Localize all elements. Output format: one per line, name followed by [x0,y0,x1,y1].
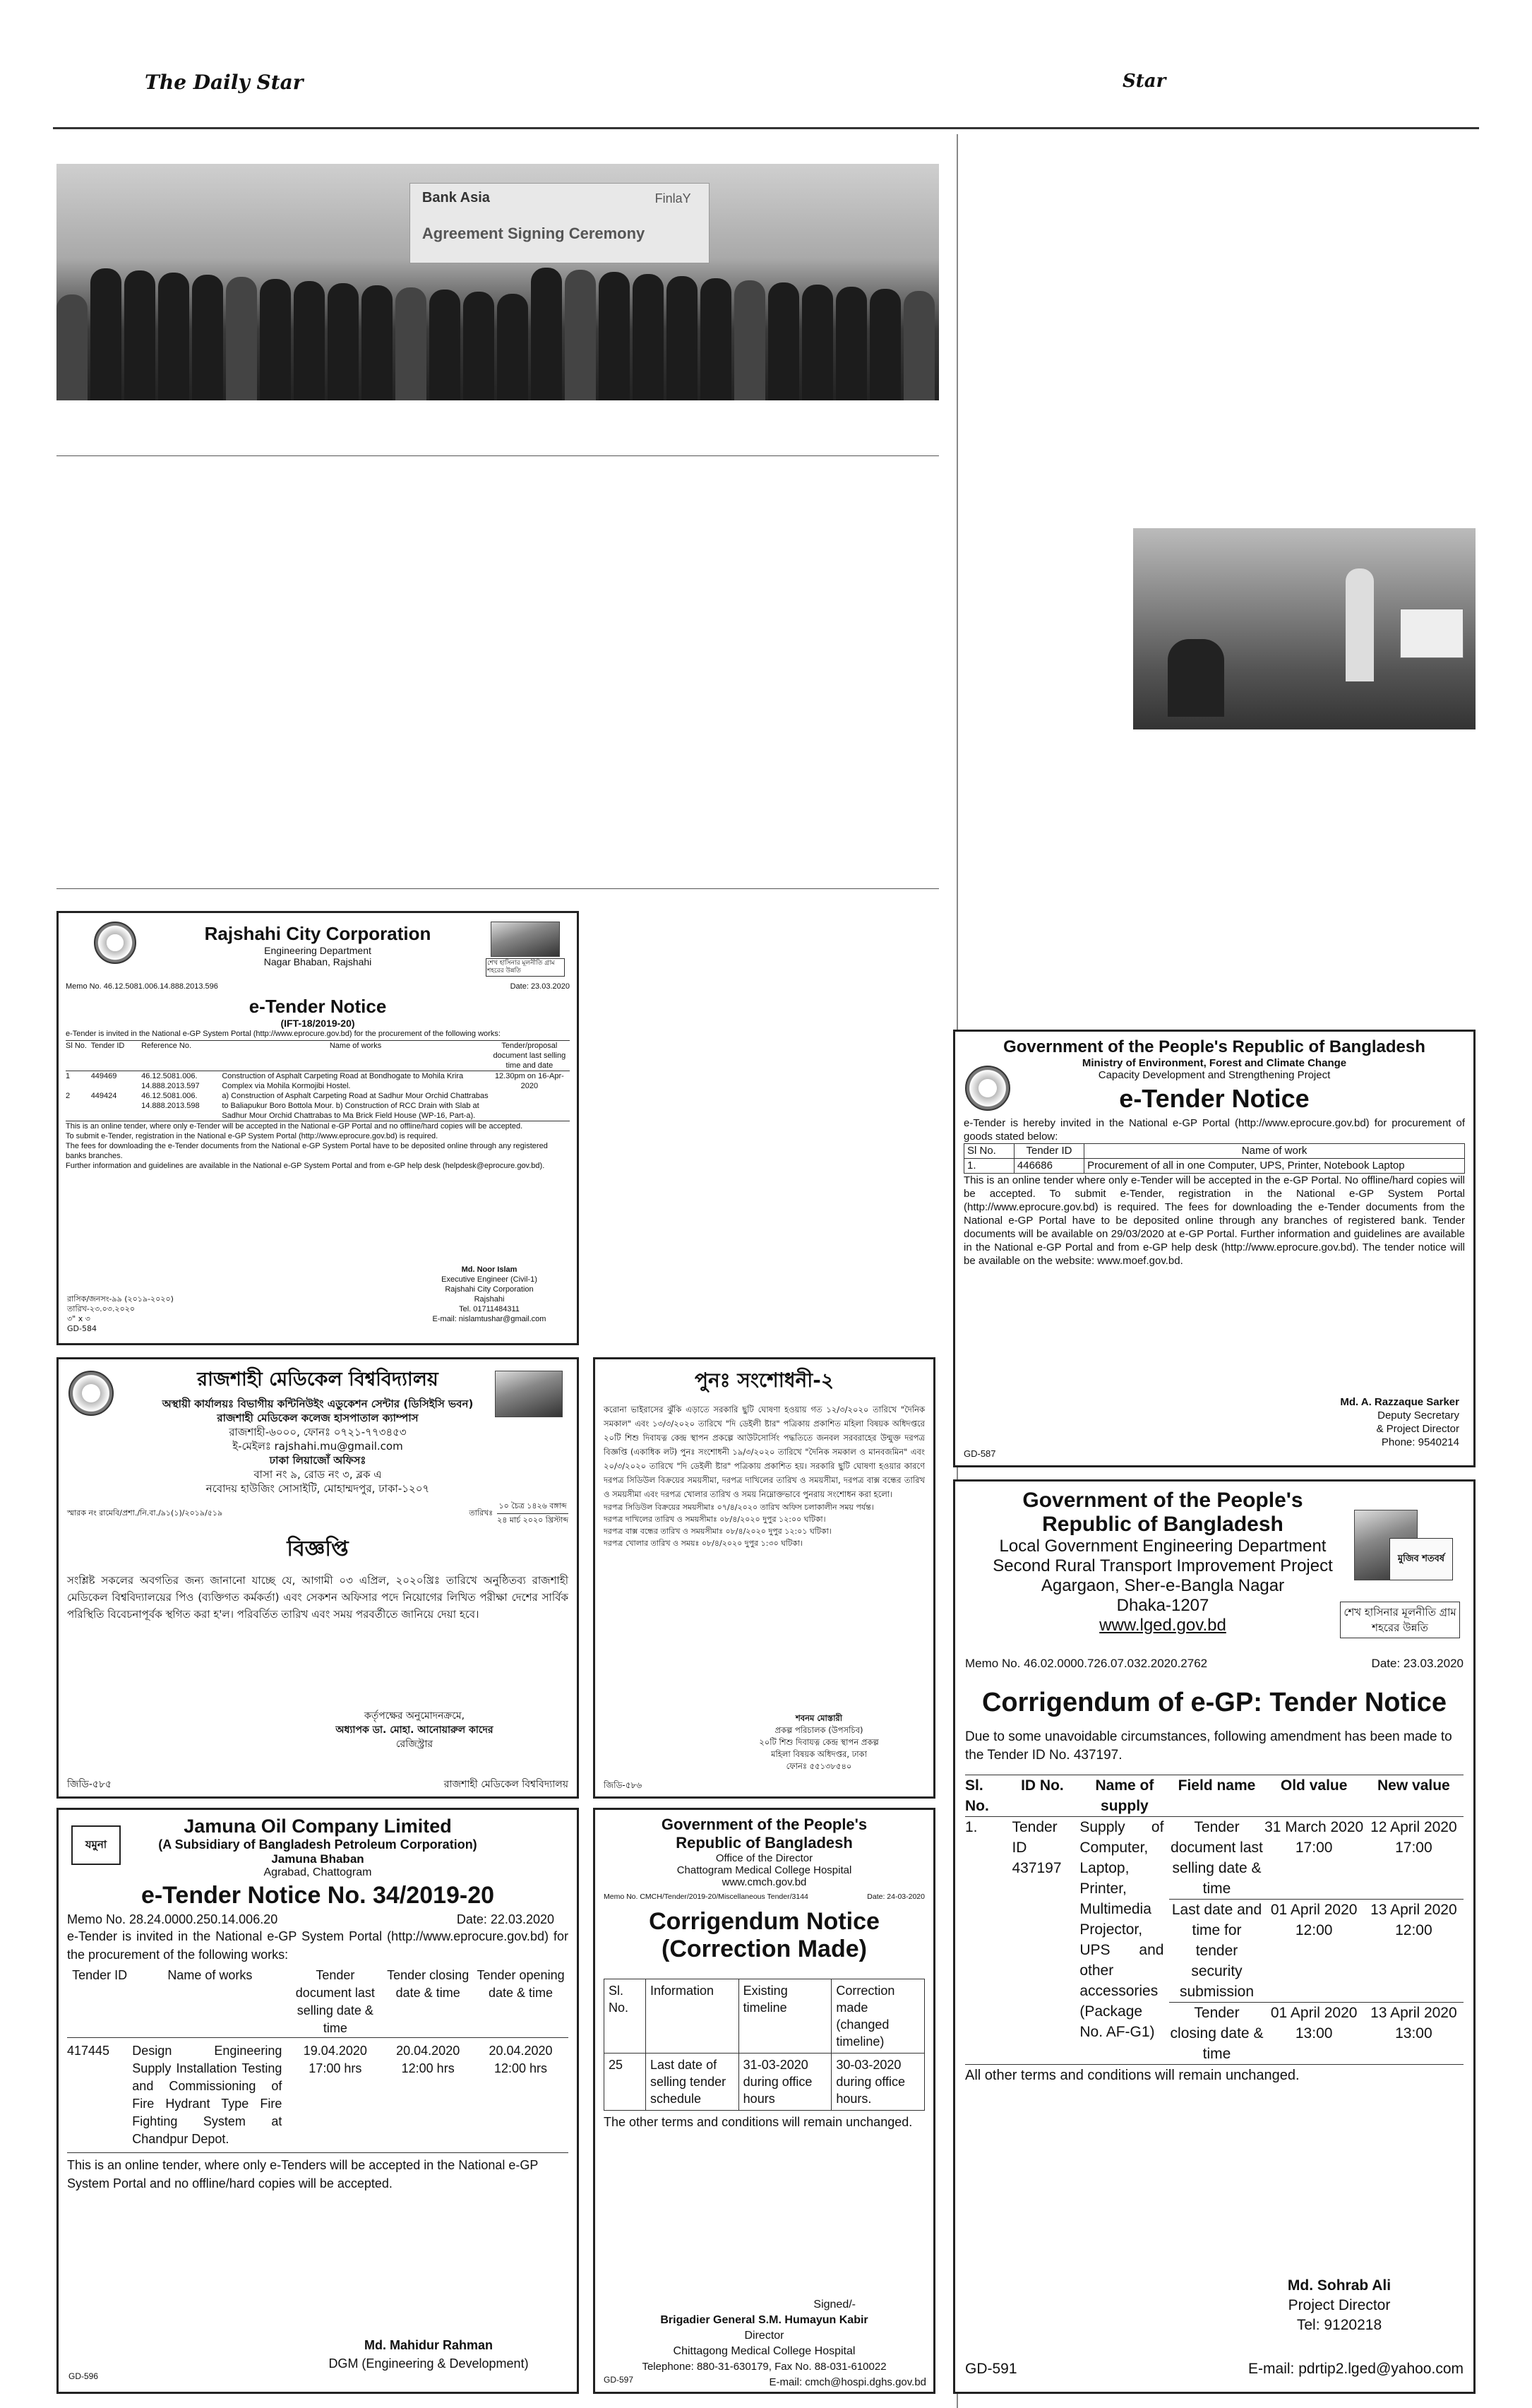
rmu-sign-4: রাজশাহী মেডিকেল বিশ্ববিদ্যালয় [443,1779,568,1790]
punah-sign-5: ফোনঃ ৫৫১৩৮৫৪০ [786,1761,852,1771]
rmu-sub-3: রাজশাহী-৬০০০, ফোনঃ ০৭২১-৭৭৩৪৫৩ [229,1426,407,1438]
jamuna-note: This is an online tender, where only e-Tenders will be accepted in the National e-GP System Portal and no offline/hard copies will be accepted. [67,2152,568,2193]
cmch-title-1: Government of the People's [661,1816,868,1833]
moef-signer: Md. A. Razzaque Sarker [1340,1396,1459,1408]
person-silhouette [565,270,596,400]
jamuna-gd: GD-596 [68,2371,99,2381]
rmu-sub-4: ই-মেইলঃ rajshahi.mu@gmail.com [232,1440,403,1453]
rcc-r2-date [489,1091,570,1121]
moef-r1-name: Procurement of all in one Computer, UPS, Printer, Notebook Laptop [1084,1159,1465,1174]
rmu-sub-6: বাসা নং ৯, রোড নং ৩, ব্লক এ [253,1468,382,1481]
rmu-sign-2: অধ্যাপক ডা. মোহা. আনোয়ারুল কাদের [335,1724,493,1736]
rcc-table [66,1040,570,1121]
rmu-sub-1: অস্থায়ী কার্যালয়ঃ বিভাগীয় কন্টিনিউইং এডুকেশন সেন্টার (ডিসিইসি ভবন) [162,1397,474,1410]
person-silhouette [226,277,257,400]
rmu-sub-7: নবোদয় হাউজিং সোসাইটি, মোহাম্মদপুর, ঢাকা-১২০৭ [205,1482,430,1495]
banner-title: Agreement Signing Ceremony [421,224,645,242]
rmu-date-2: ২৪ মার্চ ২০২০ খ্রিস্টাব্দ [497,1515,568,1525]
lged-col-id: ID No. [1021,1777,1064,1794]
lged-email: E-mail: pdrtip2.lged@yahoo.com [1248,2361,1464,2377]
jamuna-r1-name: Design Engineering Supply Installation Testing and Commissioning of Fire Hydrant Type Fire Fighting System at Chandpur Depot. [132,2044,282,2146]
cmch-email: E-mail: cmch@hospi.dghs.gov.bd [769,2376,926,2388]
lged-col-old: Old value [1280,1777,1348,1794]
jamuna-col-id: Tender ID [72,1968,128,1982]
punah-sign-2: প্রকল্প পরিচালক (উপসচিব) [774,1725,863,1735]
jamuna-logo [71,1825,121,1865]
moef-signer-title-2: & Project Director [1376,1423,1459,1435]
lged-f2-old: 01 April 2020 12:00 [1264,1900,1364,2003]
ceremony-banner [409,183,710,263]
person-silhouette [395,287,426,400]
lged-signer-title: Project Director [1288,2297,1391,2313]
moef-table [964,1143,1465,1174]
lged-r-id: Tender ID 437197 [1012,1819,1062,1876]
rmu-body: সংশ্লিষ্ট সকলের অবগতির জন্য জানানো যাচ্ছে যে, আগামী ০৩ এপ্রিল, ২০২০খ্রিঃ তারিখে অনুষ্ঠিতব্য রাজশাহী মেডিকেল বিশ্ববিদ্যালয়ের পিও (ব্যক্তিগত কর্মকর্তা) এবং সেকশন অফিসার পদে নিয়োগের লিখিত পরীক্ষা দেশের সার্বিক পরিস্থিতি বিবেচনাপূর্বক স্থগিত করা হ'ল। পরিবর্তিত তারিখ এবং সময় পরবর্তীতে জানিয়ে দেয়া হবে। [67,1574,568,1621]
rcc-date: Date: 23.03.2020 [510,982,570,991]
moef-signer-title: Deputy Secretary [1377,1409,1459,1421]
shop-photo [1133,528,1476,729]
rcc-note-2: To submit e-Tender, registration in the National e-GP System Portal (http://www.eprocure.gov.bd) is required. [66,1132,438,1140]
cmch-signer-org: Chittagong Medical College Hospital [673,2345,856,2357]
moef-sub-1: Ministry of Environment, Forest and Climate Change [1082,1057,1347,1069]
cmch-tel: Telephone: 880-31-630179, Fax No. 88-031-610022 [642,2361,887,2373]
masthead-rule [53,127,1479,129]
jamuna-col-opening: Tender opening date & time [477,1968,565,2000]
lged-date: Date: 23.03.2020 [1371,1657,1464,1670]
cmch-date: Date: 24-03-2020 [867,1893,925,1901]
lged-f3-old: 01 April 2020 13:00 [1270,2005,1358,2042]
lged-f1-old: 31 March 2020 17:00 [1264,1817,1364,1900]
lged-r-sl: 1. [965,1819,978,1835]
leader-portrait [491,922,560,957]
lged-sub-1: Local Government Engineering Department [999,1537,1327,1556]
person-silhouette [836,287,867,400]
rcc-dept: Engineering Department [264,945,371,956]
rcc-left-info-1: রাসিক/জনসং-৯৯ (২০১৯-২০২০) [67,1294,174,1304]
cmch-footer: The other terms and conditions will remain unchanged. [604,2115,913,2129]
rcc-slogan: শেখ হাসিনার মূলনীতি গ্রাম শহরের উন্নতি [486,958,565,977]
person-silhouette [260,279,291,400]
jamuna-heading: e-Tender Notice No. 34/2019-20 [140,1882,495,1909]
rcc-left-info-2: তারিখ-২৩.০৩.২০২০ [67,1304,136,1313]
rcc-r2-name: a) Construction of Asphalt Carpeting Road at Sadhur Mour Orchid Chattrabas to Baliapukur Boro Bottola Mour. b) Construction of RCC Drain with Slab at Sadhur Mour Orchid Chattrabas to Ma Brick Field House (WP-16, Part-a). [222,1092,489,1120]
moef-gd: GD-587 [964,1448,996,1459]
lged-f2-new: 13 April 2020 12:00 [1364,1900,1464,2003]
jamuna-col-selling: Tender document last selling date & time [295,1968,375,2035]
rmu-logo [68,1371,114,1416]
rmu-notice-ad [56,1357,579,1799]
person-silhouette [56,294,88,400]
cmch-signed: Signed/- [813,2299,856,2311]
jamuna-oil-tender-ad [56,1808,579,2394]
rcc-note-1: This is an online tender, where only e-Tender will be accepted in the National e-GP Portal and no offline/hard copies will be accepted. [66,1121,570,1131]
rcc-note-3: The fees for downloading the e-Tender documents from the National e-GP System Portal have to be deposited online through any registered banks branches. [66,1142,548,1160]
jamuna-signer: Md. Mahidur Rahman [364,2338,493,2352]
lged-title-1: Government of the People's [1022,1489,1303,1512]
rcc-r1-name: Construction of Asphalt Carpeting Road at Bondhogate to Mohila Krira Complex via Mohila Kormojibi Hostel. [222,1072,464,1090]
government-logo [965,1066,1010,1111]
jamuna-date: Date: 22.03.2020 [456,1912,554,1926]
cmch-col-existing: Existing timeline [738,1979,832,2054]
moef-r1-id: 446686 [1014,1159,1084,1174]
lged-corrigendum-ad [953,1479,1476,2394]
moef-col-sl: Sl No. [964,1144,1015,1159]
rcc-r2-sl: 2 [66,1092,71,1100]
rmu-date-1: ১০ চৈত্র ১৪২৬ বঙ্গাব্দ [497,1500,568,1514]
cmch-table [604,1979,925,2111]
lged-f1-field: Tender document last selling date & time [1169,1817,1264,1900]
rmu-sign-3: রেজিস্ট্রার [395,1739,433,1750]
punah-sign-1: শবনম মোস্তারী [795,1713,843,1723]
moef-intro: e-Tender is hereby invited in the National e-GP Portal (http://www.eprocure.gov.bd) for procurement of goods stated below: [964,1117,1465,1143]
jamuna-r1-closing: 20.04.2020 12:00 hrs [396,2044,460,2075]
leader-portrait [495,1371,563,1417]
banner-brand-1: Bank Asia [421,189,490,205]
person-silhouette [158,273,189,400]
rcc-signer-title: Executive Engineer (Civil-1) [441,1275,537,1284]
cmch-signer: Brigadier General S.M. Humayun Kabir [660,2314,868,2326]
lged-sub-2: Second Rural Transport Improvement Project [993,1556,1333,1575]
agreement-signing-photo [56,164,939,400]
jamuna-r1-id: 417445 [67,2044,110,2058]
lged-col-new: New value [1377,1777,1450,1794]
cmch-corrigendum-ad [593,1808,935,2394]
cmch-sub-2: Chattogram Medical College Hospital [676,1864,852,1876]
person-silhouette [633,274,664,400]
jamuna-col-name: Name of works [167,1968,253,1982]
rcc-r1-date: 12.30pm on 16-Apr-2020 [494,1072,564,1090]
rcc-logo [94,922,136,964]
rcc-note-4: Further information and guidelines are available in the National e-GP System Portal and from e-GP help desk (helpdesk@eprocure.gov.bd). [66,1162,545,1170]
person-silhouette [124,270,155,400]
lged-sub-4: Dhaka-1207 [1116,1596,1209,1615]
lged-sub-3: Agargaon, Sher-e-Bangla Nagar [1041,1576,1285,1595]
cmch-r1-sl: 25 [604,2054,646,2111]
person-silhouette [463,292,494,400]
rcc-r1-ref: 46.12.5081.006. 14.888.2013.597 [141,1072,200,1090]
rcc-r1-id: 449469 [90,1072,117,1080]
person-silhouette [666,276,698,400]
moef-heading: e-Tender Notice [1119,1084,1310,1113]
moef-title: Government of the People's Republic of Bangladesh [1003,1037,1425,1056]
cmch-title-2: Republic of Bangladesh [676,1834,853,1852]
rule-1 [56,455,939,456]
punah-line-1: দরপত্র সিডিউল বিক্রয়ের সময়সীমাঃ ০৭/৪/২০২০ তারিখ অফিস চলাকালীন সময় পর্যন্ত। [604,1503,874,1512]
jamuna-sub-3: Agrabad, Chattogram [263,1866,372,1878]
person-silhouette [497,294,528,400]
rcc-col-id: Tender ID [90,1042,125,1050]
lged-col-supply: Name of supply [1095,1777,1154,1814]
lged-web: www.lged.gov.bd [1099,1616,1226,1635]
jamuna-signer-title: DGM (Engineering & Development) [328,2356,529,2371]
person-silhouette [734,280,765,400]
moef-col-name: Name of work [1084,1144,1465,1159]
jamuna-memo: Memo No. 28.24.0000.250.14.006.20 [67,1912,278,1926]
moef-body: This is an online tender where only e-Tender will be accepted in the e-GP Portal. No offline/hard copies will be accepted. To submit e-Tender, registration in the National e-GP System Portal (http://www.eprocure.gov.bd) is required. The fees for downloading the e-Tender documents from the National e-GP Portal have to be deposited online through any branches of registered bank. Tender documents will be available on 29/03/2020 at e-GP Portal. Further information and guidelines are available in the National e-GP Portal and from e-GP help desk (http://www.eprocure.gov.bd). The tender notice will be available on the website: www.moef.gov.bd. [964,1174,1465,1267]
rcc-ref: (IFT-18/2019-20) [280,1018,355,1029]
rcc-r2-ref: 46.12.5081.006. 14.888.2013.598 [141,1092,200,1110]
lged-footer: All other terms and conditions will remain unchanged. [965,2068,1300,2083]
rcc-title: Rajshahi City Corporation [204,923,431,944]
person-silhouette [429,290,460,400]
person-silhouette [904,291,935,400]
person-silhouette [294,281,325,400]
cmch-col-sl: Sl. No. [604,1979,646,2054]
rcc-gd: GD-584 [67,1324,97,1333]
rcc-email: E-mail: nislamtushar@gmail.com [432,1315,546,1323]
rcc-r1-sl: 1 [66,1072,71,1080]
moef-tender-ad [953,1030,1476,1467]
punah-gd: জিডি-৫৮৬ [604,1780,642,1790]
person-silhouette [531,268,562,400]
person-silhouette [90,268,121,400]
table-row [965,1817,1464,1900]
moef-r1-sl: 1. [964,1159,1015,1174]
person-silhouette [192,275,223,400]
person-silhouette [599,272,630,400]
jamuna-r1-opening: 20.04.2020 12:00 hrs [489,2044,553,2075]
cmch-r1-existing: 31-03-2020 during office hours [738,2054,832,2111]
lged-f1-new: 12 April 2020 17:00 [1364,1817,1464,1900]
rcc-memo: Memo No. 46.12.5081.006.14.888.2013.596 [66,982,218,991]
rmu-memo: স্মারক নং রামেবি/প্রশা./নি.বা./৯১(১)/২০১৯/৫১৯ [67,1508,223,1518]
cmch-heading-2: (Correction Made) [662,1936,867,1962]
punah-sign-3: ২০টি শিশু দিবাযত্ন কেন্দ্র স্থাপন প্রকল্প [759,1737,879,1747]
lged-f2-field: Last date and time for tender security submission [1169,1900,1264,2003]
rcc-col-ref: Reference No. [141,1042,192,1050]
lged-badge: মুজিব শতবর্ষ [1397,1553,1445,1564]
rmu-sub-2: রাজশাহী মেডিকেল কলেজ হাসপাতাল ক্যাম্পাস [217,1412,419,1424]
rmu-heading: বিজ্ঞপ্তি [287,1537,349,1561]
jamuna-r1-selling: 19.04.2020 17:00 hrs [303,2044,367,2075]
punah-sign-4: মহিলা বিষয়ক অধিদপ্তর, ঢাকা [771,1749,867,1759]
rajshahi-city-tender-ad [56,911,579,1345]
lged-tel: Tel: 9120218 [1296,2317,1382,2333]
jamuna-table [67,1967,568,2148]
person-silhouette [700,278,731,400]
cmch-memo: Memo No. CMCH/Tender/2019-20/Miscellaneous Tender/3144 [604,1893,808,1901]
jamuna-logo-text: যমুনা [85,1837,107,1851]
punah-line-4: দরপত্র খোলার তারিখ ও সময়ঃ ০৮/৪/২০২০ দুপুর ১:৩০ ঘটিকা। [604,1539,803,1548]
masthead-right: Star [1123,71,1166,92]
cmch-r1-info: Last date of selling tender schedule [646,2054,739,2111]
lged-slogan: শেখ হাসিনার মূলনীতি গ্রাম শহরের উন্নতি [1340,1602,1460,1638]
rmu-sign-1: কর্তৃপক্ষের অনুমোদনক্রমে, [364,1710,465,1722]
person-silhouette [802,285,833,400]
rcc-tel: Tel. 01711484311 [459,1305,520,1313]
lged-memo: Memo No. 46.02.0000.726.07.032.2020.2762 [965,1657,1208,1670]
table-row [604,2054,925,2111]
lged-title-2: Republic of Bangladesh [1042,1513,1283,1536]
moef-phone: Phone: 9540214 [1381,1436,1459,1448]
rcc-address: Nagar Bhaban, Rajshahi [263,956,372,967]
punah-songshodhoni-ad [593,1357,935,1799]
rcc-col-sl: Sl No. [66,1042,87,1050]
lged-heading: Corrigendum of e-GP: Tender Notice [981,1688,1447,1717]
cmch-gd: GD-597 [604,2375,634,2385]
jamuna-col-closing: Tender closing date & time [387,1968,469,2000]
moef-sub-2: Capacity Development and Strengthening Project [1098,1069,1331,1081]
rcc-heading: e-Tender Notice [249,996,387,1017]
rcc-r2-id: 449424 [90,1092,117,1100]
person-silhouette [768,282,799,400]
jamuna-sub-1: (A Subsidiary of Bangladesh Petroleum Corporation) [158,1837,477,1852]
rmu-sub-5: ঢাকা লিয়াজোঁ অফিসঃ [269,1454,366,1467]
punah-body: করোনা ভাইরাসের ঝুঁকি এড়াতে সরকারি ছুটি ঘোষণা হওয়ায় গত ১২/৩/২০২০ তারিখে "দৈনিক সমকাল" এবং ১৩/৩/২০২০ তারিখে "দি ডেইলী ষ্টার" পত্রিকায় প্রকাশিত মহিলা বিষয়ক অধিদপ্তরে ২০টি শিশু দিবাযত্ন কেন্দ্র স্থাপন প্রকল্পে আউটসোর্সিং পদ্ধতিতে জনবল সরবরাহের উন্মুক্ত দরপত্র বিজ্ঞপ্তি (একাধিক লট) পুনঃ সংশোধনী ১৯/৩/২০২০ তারিখে "দৈনিক সমকাল ও মানবজমিন" এবং ২০/৩/২০২০ তারিখে "দি ডেইলী ষ্টার" পত্রিকায় প্রকাশিত হয়। সরকারি ছুটি ঘোষণা হওয়ার কারণে দরপত্র সিডিউল বিক্রয়ের সময়সীমা, দরপত্র দাখিলের তারিখ ও সময়সীমা, দরপত্র বাক্স বন্ধের তারিখ ও সময়সীমা এবং দরপত্র খোলার তারিখ ও সময় নিম্নোক্তভাবে পুনরায় সংশোধন করা হলো। [604,1405,925,1499]
cmch-sub-3: www.cmch.gov.bd [722,1876,807,1888]
rcc-col-name: Name of works [329,1042,382,1050]
rule-2 [56,888,939,889]
cmch-signer-title: Director [744,2330,784,2342]
masthead-left: The Daily Star [145,71,304,94]
cmch-sub-1: Office of the Director [715,1852,813,1864]
lged-col-field: Field name [1178,1777,1256,1794]
rcc-left-info-3: ৩" x ৩ [67,1314,90,1323]
jamuna-sub-2: Jamuna Bhaban [271,1852,364,1866]
person-silhouette [328,283,359,400]
rcc-signer-city: Rajshahi [474,1295,505,1304]
punah-line-3: দরপত্র বাক্স বন্ধের তারিখ ও সময়সীমাঃ ০৮/৪/২০২০ দুপুর ১২:০১ ঘটিকা। [604,1527,832,1536]
lged-f3-field: Tender closing date & time [1170,2005,1264,2062]
rmu-date-label: তারিখঃ [469,1508,493,1518]
lged-col-sl: Sl. No. [965,1777,989,1814]
rcc-col-date: Tender/proposal document last selling time and date [493,1042,566,1070]
lged-r-supply: Supply of Computer, Laptop, Printer, Multimedia Projector, UPS and other accessories (Package No. AF-G1) [1079,1819,1164,2040]
table-row [67,2038,568,2149]
rmu-gd: জিডি-৫৮৫ [67,1779,112,1790]
punah-line-2: দরপত্র দাখিলের তারিখ ও সময়সীমাঃ ০৮/৪/২০২০ দুপুর ১২:০০ ঘটিকা। [604,1515,826,1524]
person-silhouette [870,289,901,400]
person-silhouette [361,285,393,400]
rcc-signer: Md. Noor Islam [461,1265,517,1274]
lged-f3-new: 13 April 2020 13:00 [1370,2005,1457,2042]
table-row [66,1071,570,1092]
table-row [66,1091,570,1121]
banner-brand-2: FinlaY [654,191,691,205]
rcc-signer-org: Rajshahi City Corporation [445,1285,534,1294]
cmch-col-correction: Correction made (changed timeline) [832,1979,925,2054]
mujib-100-badge [1389,1538,1453,1580]
lged-table [965,1775,1464,2065]
moef-col-id: Tender ID [1014,1144,1084,1159]
lged-intro: Due to some unavoidable circumstances, following amendment has been made to the Tender ID No. 437197. [965,1729,1452,1763]
cmch-col-info: Information [646,1979,739,2054]
table-row [964,1159,1465,1174]
cmch-heading-1: Corrigendum Notice [649,1908,880,1935]
cmch-r1-correction: 30-03-2020 during office hours. [832,2054,925,2111]
rcc-intro: e-Tender is invited in the National e-GP System Portal (http://www.eprocure.gov.bd) for the procurement of the following works: [66,1030,501,1038]
jamuna-title: Jamuna Oil Company Limited [184,1816,452,1837]
jamuna-intro: e-Tender is invited in the National e-GP System Portal (http://www.eprocure.gov.bd) for the procurement of the following works: [67,1929,568,1962]
lged-signer: Md. Sohrab Ali [1287,2277,1392,2294]
punah-title: পুনঃ সংশোধনী-২ [694,1369,834,1392]
lged-gd: GD-591 [965,2361,1017,2377]
rmu-title: রাজশাহী মেডিকেল বিশ্ববিদ্যালয় [197,1369,438,1390]
